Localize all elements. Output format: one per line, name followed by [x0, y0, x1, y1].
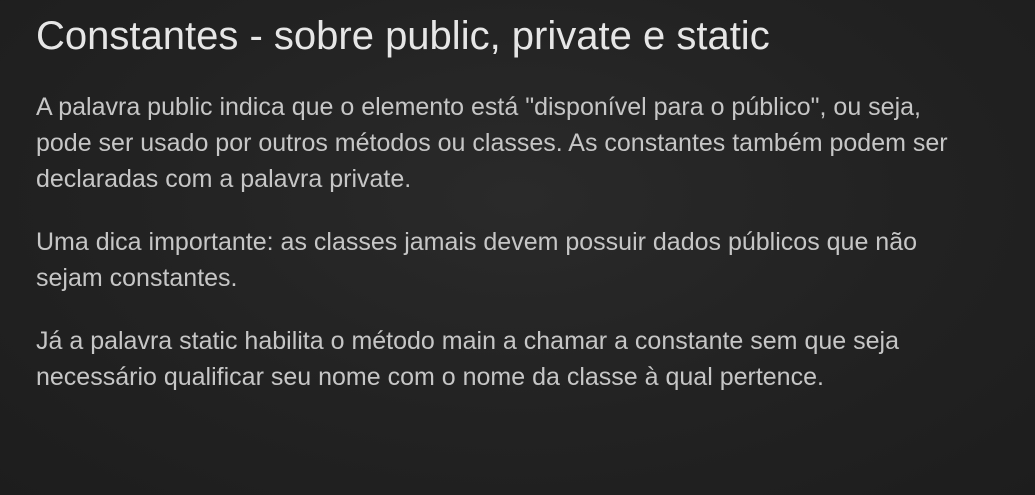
paragraph-tip: Uma dica importante: as classes jamais devem possuir dados públicos que não sejam constantes.	[36, 228, 918, 292]
paragraph-static: Já a palavra static habilita o método main a chamar a constante sem que seja necessário qualificar seu nome com o nome da classe à qual pertence.	[36, 327, 899, 391]
slide-title: Constantes - sobre public, private e static	[36, 14, 770, 58]
paragraph-public: A palavra public indica que o elemento está "disponível para o público", ou seja, pode ser usado por outros métodos ou classes. As constantes também podem ser declaradas com a palavra private.	[36, 93, 948, 193]
